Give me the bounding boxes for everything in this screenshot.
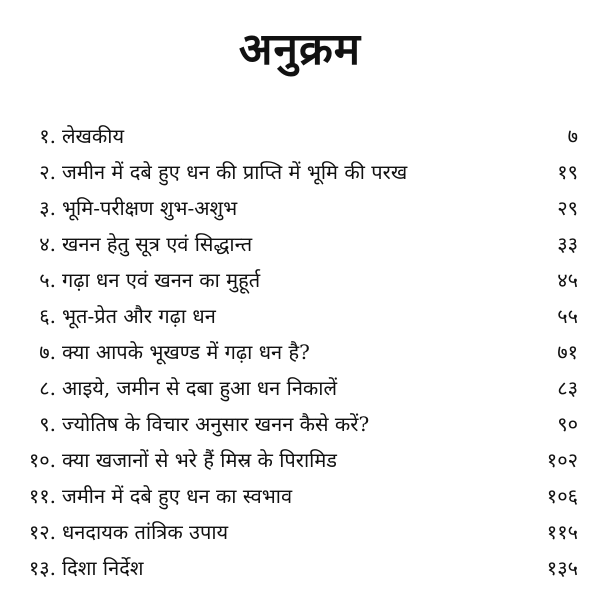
entry-page-number: ३३ <box>557 232 578 256</box>
toc-entry <box>0 228 600 264</box>
entry-number: ४. <box>39 232 56 256</box>
entry-number: ११. <box>28 484 56 508</box>
toc-entry <box>0 264 600 300</box>
entry-number: १२. <box>28 520 56 544</box>
toc-entry <box>0 408 600 444</box>
entry-page-number: ७ <box>567 124 578 148</box>
entry-page-number: १३५ <box>546 556 578 580</box>
entry-title: ज्योतिष के विचार अनुसार खनन कैसे करें? <box>62 412 370 436</box>
entry-page-number: १९ <box>557 160 578 184</box>
page-title: अनुक्रम <box>238 24 362 75</box>
entry-title: आइये, जमीन से दबा हुआ धन निकालें <box>62 376 338 400</box>
entry-title: क्या खजानों से भरे हैं मिस्र के पिरामिड <box>62 448 337 472</box>
entry-page-number: ९० <box>557 412 578 436</box>
entry-page-number: २९ <box>557 196 578 220</box>
entry-page-number: ४५ <box>557 268 578 292</box>
entry-page-number: १०२ <box>546 448 578 472</box>
entry-title: जमीन में दबे हुए धन का स्वभाव <box>62 484 293 508</box>
entry-number: १. <box>39 124 56 148</box>
entry-title: दिशा निर्देश <box>62 556 144 580</box>
entry-page-number: ११५ <box>546 520 578 544</box>
toc-entry <box>0 444 600 480</box>
entry-title: धनदायक तांत्रिक उपाय <box>62 520 229 544</box>
entry-number: ३. <box>39 196 56 220</box>
entry-number: ९. <box>39 412 56 436</box>
entry-title: लेखकीय <box>62 124 125 148</box>
toc-entry <box>0 480 600 516</box>
toc-entry <box>0 552 600 588</box>
entry-title: क्या आपके भूखण्ड में गढ़ा धन है? <box>62 340 310 364</box>
entry-title: जमीन में दबे हुए धन की प्राप्ति में भूमि की परख <box>62 160 408 184</box>
toc-entry <box>0 300 600 336</box>
toc-entry <box>0 336 600 372</box>
entry-number: ५. <box>39 268 56 292</box>
entry-number: २. <box>39 160 56 184</box>
entry-number: ७. <box>39 340 56 364</box>
entry-page-number: ५५ <box>557 304 578 328</box>
entry-title: भूत-प्रेत और गढ़ा धन <box>62 304 216 328</box>
toc-entry <box>0 156 600 192</box>
entry-number: १३. <box>28 556 56 580</box>
entry-title: गढ़ा धन एवं खनन का मुहूर्त <box>62 268 261 292</box>
toc-entry <box>0 120 600 156</box>
toc-entry <box>0 372 600 408</box>
entry-title: खनन हेतु सूत्र एवं सिद्धान्त <box>62 232 253 256</box>
toc-entry <box>0 192 600 228</box>
entry-page-number: ७१ <box>557 340 578 364</box>
toc-list <box>0 120 600 588</box>
entry-number: १०. <box>28 448 56 472</box>
entry-number: ६. <box>39 304 56 328</box>
entry-title: भूमि-परीक्षण शुभ-अशुभ <box>62 196 238 220</box>
entry-number: ८. <box>39 376 56 400</box>
toc-entry <box>0 516 600 552</box>
entry-page-number: ८३ <box>557 376 578 400</box>
entry-page-number: १०६ <box>546 484 578 508</box>
